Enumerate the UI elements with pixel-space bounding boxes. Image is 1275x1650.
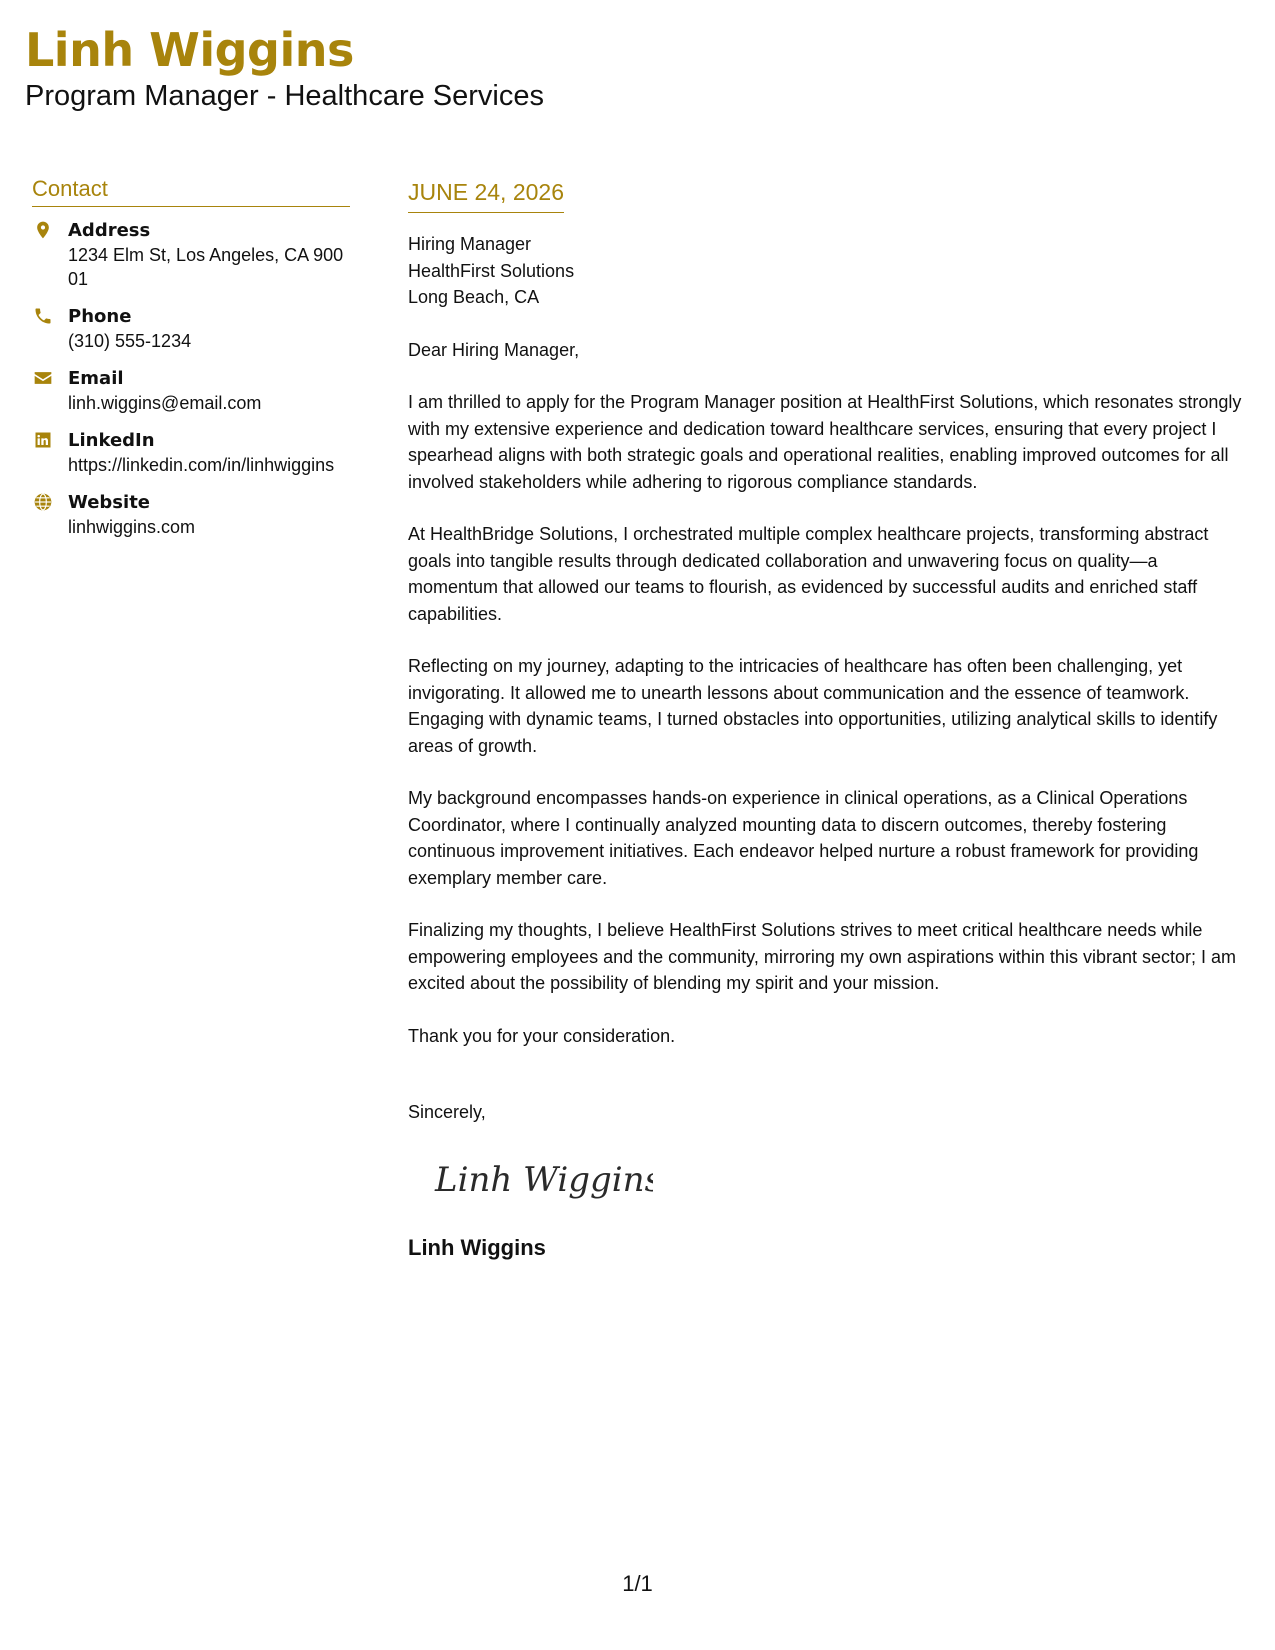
letter-body [408, 178, 1250, 1262]
signed-name: Linh Wiggins [408, 1235, 546, 1260]
contact-item-website [32, 491, 350, 539]
linkedin-icon [32, 429, 54, 451]
contact-item-phone [32, 305, 350, 353]
body-paragraph: Reflecting on my journey, adapting to the intricacies of healthcare has often been challenging, yet invigorating. It allowed me to unearth lessons about communication and the essence of teamwork. Engaging with dynamic teams, I turned obstacles into opportunities, utilizing analytical skills to identify areas of growth. [408, 656, 1218, 756]
salutation: Dear Hiring Manager, [408, 339, 580, 360]
header [25, 22, 544, 114]
phone-icon [32, 305, 54, 327]
recipient-title: Hiring Manager [408, 234, 532, 254]
linkedin-value[interactable]: https://linkedin.com/in/linhwiggins [68, 455, 335, 475]
contact-label: Phone [68, 306, 132, 327]
contact-label: Email [68, 368, 124, 389]
address-value: 1234 Elm St, Los Angeles, CA 90001 [68, 245, 344, 289]
body-paragraph: At HealthBridge Solutions, I orchestrated multiple complex healthcare projects, transforming abstract goals into tangible results through dedicated collaboration and unwavering focus on quality—a momentum that allowed our teams to flourish, as evidenced by successful audits and enriched staff capabilities. [408, 524, 1209, 624]
job-title: Program Manager - Healthcare Services [25, 80, 544, 112]
contact-item-linkedin [32, 429, 350, 477]
globe-icon [32, 491, 54, 513]
recipient-block [408, 231, 1250, 311]
contact-sidebar [32, 176, 350, 553]
thank-you-line: Thank you for your consideration. [408, 1025, 676, 1046]
recipient-company: HealthFirst Solutions [408, 260, 575, 281]
handwritten-signature [433, 1151, 653, 1211]
contact-section-title: Contact [32, 176, 350, 207]
envelope-icon [32, 367, 54, 389]
contact-label: Address [68, 220, 151, 241]
letter-date: JUNE 24, 2026 [408, 178, 564, 213]
body-paragraph: My background encompasses hands-on experience in clinical operations, as a Clinical Operations Coordinator, where I continually analyzed mounting data to discern outcomes, thereby fostering continuous improvement initiatives. Each endeavor helped nurture a robust framework for providing exemplary member care. [408, 788, 1199, 888]
email-value[interactable]: linh.wiggins@email.com [68, 393, 262, 413]
body-paragraph: Finalizing my thoughts, I believe HealthFirst Solutions strives to meet critical healthcare needs while empowering employees and the community, mirroring my own aspirations within this vibrant sector; I am excited about the possibility of blending my spirit and your mission. [408, 920, 1236, 993]
body-paragraph: I am thrilled to apply for the Program Manager position at HealthFirst Solutions, which resonates strongly with my extensive experience and dedication toward healthcare services, ensuring that every project I spearhead aligns with both strategic goals and operational realities, enabling improved outcomes for all involved stakeholders while adhering to rigorous compliance standards. [408, 392, 1242, 492]
contact-label: Website [68, 492, 151, 513]
website-value[interactable]: linhwiggins.com [68, 517, 196, 537]
contact-item-email [32, 367, 350, 415]
page-number: 1/1 [622, 1571, 653, 1596]
signature-text: Linh Wiggins [435, 1160, 653, 1200]
closing: Sincerely, [408, 1102, 486, 1122]
contact-label: LinkedIn [68, 430, 155, 451]
phone-value[interactable]: (310) 555-1234 [68, 331, 192, 351]
map-pin-icon [32, 219, 54, 241]
recipient-location: Long Beach, CA [408, 287, 540, 307]
contact-item-address [32, 219, 350, 291]
applicant-name: Linh Wiggins [25, 23, 354, 77]
